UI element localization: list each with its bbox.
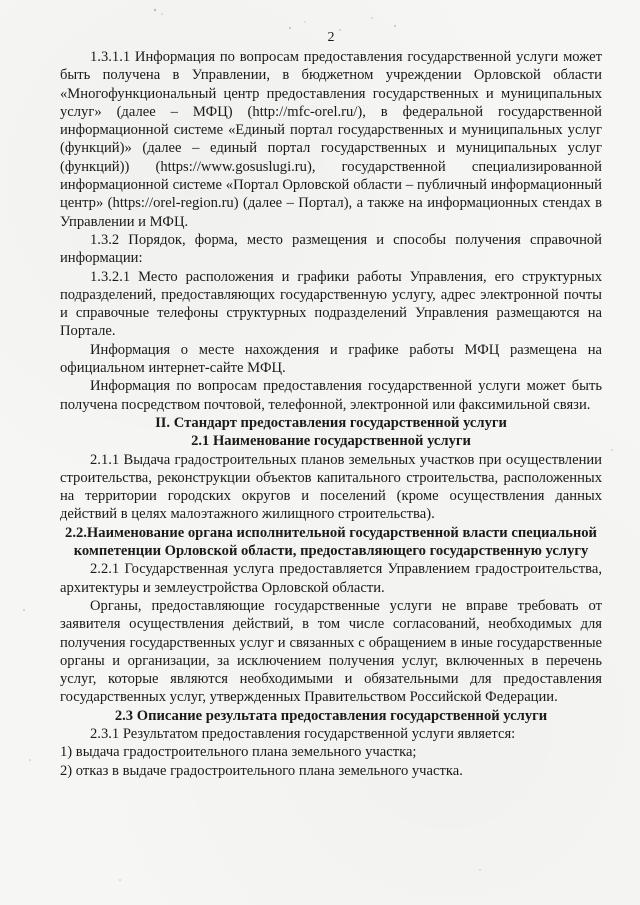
paragraph: Информация по вопросам предоставления государственной услуги может быть получена посредством почтовой, телефонной, электронной или факсимильной связи. [60, 378, 602, 413]
paragraph: 2.2.1 Государственная услуга предоставляется Управлением градостроительства, архитектуры и землеустройства Орловской области. [60, 561, 602, 596]
page-number: 2 [327, 30, 335, 45]
paragraph: 1.3.2 Порядок, форма, место размещения и способы получения справочной информации: [60, 231, 602, 267]
paragraph: 2.1.1 Выдача градостроительных планов земельных участков при осуществлении строительства, реконструкции объектов капитального строительства, расположенных на территории городских округов и поселений (кроме осуществления данных действий в целях малоэтажного жилищного строительства). [60, 451, 602, 523]
paragraph: Органы, предоставляющие государственные услуги не вправе требовать от заявителя осуществления действий, в том числе согласований, необходимых для получения государственных услуг и связанных с обращением в иные государственные органы и организации, за исключением получения услуг, включенных в перечень услуг, которые являются необходимыми и обязательными для предоставления государственных услуг, утвержденных Правительством Российской Федерации. [60, 597, 602, 706]
subsection-heading: 2.3 Описание результата предоставления государственной услуги [114, 707, 548, 724]
paragraph: 1.3.1.1 Информация по вопросам предоставления государственной услуги может быть получена в Управлении, в бюджетном учреждении Орловской области «Многофункциональный центр предоставления государственных и муниципальных услуг» (далее – МФЦ) (http://mfc-orel.ru/), в федеральной государственной информационной системе «Единый портал государственных и муниципальных услуг (функций)» (далее – единый портал государственных и муниципальных услуг (функций)) (https://www.gosuslugi.ru), государственной специализированной информационной системе «Портал Орловской области – публичный информационный центр» (https://orel-region.ru) (далее – Портал), а также на информационных стендах в Управлении и МФЦ. [60, 49, 602, 230]
list-item: 2) отказ в выдаче градостроительного плана земельного участка. [60, 762, 463, 779]
document-body [60, 48, 602, 780]
paragraph: 1.3.2.1 Место расположения и графики работы Управления, его структурных подразделений, предоставляющих государственную услугу, адрес электронной почты и справочные телефоны структурных подразделений Управления размещаются на Портале. [60, 268, 602, 340]
paragraph: Информация о месте нахождения и графике работы МФЦ размещена на официальном интернет-сайте МФЦ. [60, 341, 602, 377]
list-item: 1) выдача градостроительного плана земельного участка; [60, 744, 417, 761]
subsection-heading: 2.2.Наименование органа исполнительной государственной власти специальной компетенции Орловской области, предоставляющего государственную услугу [65, 524, 597, 560]
section-heading: II. Стандарт предоставления государственной услуги [155, 414, 507, 431]
paragraph: 2.3.1 Результатом предоставления государственной услуги является: [90, 725, 516, 742]
subsection-heading: 2.1 Наименование государственной услуги [191, 433, 471, 450]
